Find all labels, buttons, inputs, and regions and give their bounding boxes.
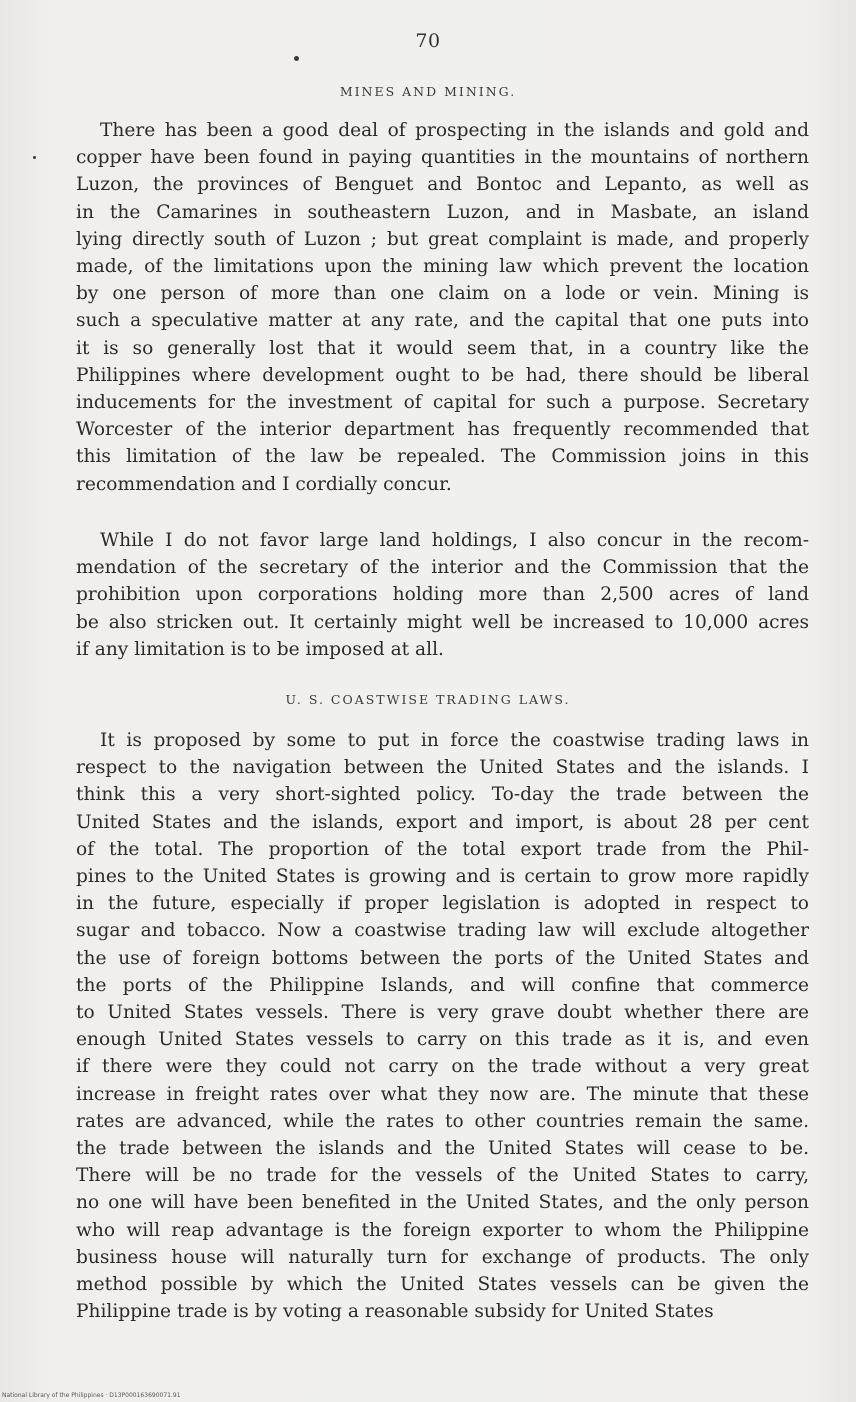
text-line: Worcester of the interior department has frequently recommended that: [76, 419, 809, 441]
text-line: It is proposed by some to put in force the coastwise trading laws in: [100, 730, 809, 751]
text-line: recommendation and I cordially concur.: [76, 473, 452, 495]
text-line: lying directly south of Luzon ; but great complaint is made, and properly: [76, 228, 809, 250]
text-line: it is so generally lost that it would seem that, in a country like the: [76, 337, 809, 359]
text-line: Philippine trade is by voting a reasonable subsidy for United States: [76, 1301, 714, 1323]
text-line: Luzon, the provinces of Benguet and Bontoc and Lepanto, as well as: [76, 174, 809, 196]
text-line: who will reap advantage is the foreign exporter to whom the Philippine: [76, 1219, 809, 1241]
text-line: in the Camarines in southeastern Luzon, and in Masbate, an island: [76, 201, 809, 223]
section-heading-coastwise: U. S. COASTWISE TRADING LAWS.: [285, 692, 571, 707]
text-line: if there were they could not carry on the trade without a very great: [76, 1056, 809, 1078]
text-line: Philippines where development ought to be had, there should be liberal: [76, 364, 809, 386]
text-line: be also stricken out. It certainly might well be increased to 10,000 acres: [76, 611, 809, 633]
text-line: this limitation of the law be repealed. The Commission joins in this: [76, 446, 809, 468]
text-line: increase in freight rates over what they now are. The minute that these: [76, 1083, 809, 1105]
text-line: think this a very short-sighted policy. To-day the trade between the: [76, 784, 809, 806]
text-line: to United States vessels. There is very grave doubt whether there are: [76, 1002, 809, 1024]
text-line: in the future, especially if proper legislation is adopted in respect to: [76, 893, 809, 915]
text-line: inducements for the investment of capital for such a purpose. Secretary: [76, 392, 809, 414]
text-line: respect to the navigation between the United States and the islands. I: [76, 757, 809, 779]
paragraph-coastwise-1: [76, 727, 809, 1325]
text-line: copper have been found in paying quantities in the mountains of northern: [76, 147, 809, 169]
text-line: method possible by which the United States vessels can be given the: [76, 1274, 809, 1296]
text-line: pines to the United States is growing and is certain to grow more rapidly: [76, 866, 809, 888]
text-line: enough United States vessels to carry on this trade as it is, and even: [76, 1029, 809, 1051]
text-line: sugar and tobacco. Now a coastwise trading law will exclude altogether: [76, 920, 809, 942]
scan-credit: National Library of the Philippines · D13P000163690071.91: [2, 1392, 181, 1399]
text-line: United States and the islands, export and import, is about 28 per cent: [76, 811, 809, 833]
text-line: by one person of more than one claim on a lode or vein. Mining is: [76, 283, 809, 305]
text-line: rates are advanced, while the rates to other countries remain the same.: [76, 1110, 809, 1132]
text-line: such a speculative matter at any rate, and the capital that one puts into: [76, 310, 809, 332]
page-number: 70: [415, 30, 441, 52]
text-line: business house will naturally turn for exchange of products. The only: [76, 1246, 809, 1268]
text-line: There has been a good deal of prospecting in the islands and gold and: [100, 120, 809, 141]
text-line: the ports of the Philippine Islands, and will confine that commerce: [76, 974, 809, 996]
text-line: the trade between the islands and the United States will cease to be.: [76, 1138, 809, 1160]
ink-speck: [294, 56, 299, 61]
text-line: made, of the limitations upon the mining law which prevent the location: [76, 256, 809, 278]
paragraph-mines-2: [76, 527, 809, 663]
text-line: mendation of the secretary of the interior and the Commission that the: [76, 557, 809, 579]
text-line: prohibition upon corporations holding more than 2,500 acres of land: [76, 584, 809, 606]
text-line: if any limitation is to be imposed at all.: [76, 638, 444, 660]
text-line: no one will have been benefited in the United States, and the only person: [76, 1192, 809, 1214]
section-heading-mines: MINES AND MINING.: [339, 84, 517, 99]
text-line: of the total. The proportion of the total export trade from the Phil-: [76, 838, 809, 860]
text-line: While I do not favor large land holdings, I also concur in the recom-: [100, 530, 809, 551]
paragraph-mines-1: [76, 117, 809, 498]
text-line: the use of foreign bottoms between the ports of the United States and: [76, 947, 809, 969]
ink-speck: [33, 156, 36, 159]
text-line: There will be no trade for the vessels of the United States to carry,: [76, 1165, 809, 1187]
